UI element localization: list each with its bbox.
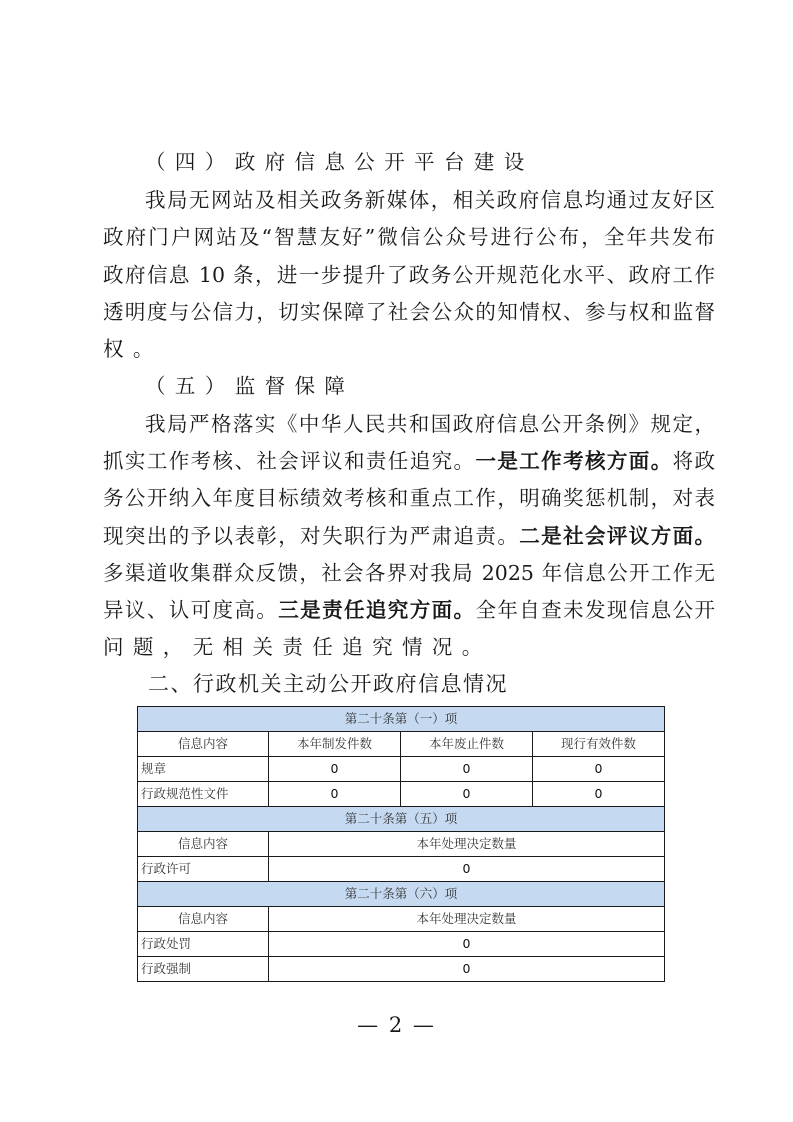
section-4-paragraph-line: 政府门户网站及“智慧友好”微信公众号进行公布，全年共发布 xyxy=(103,225,715,249)
table-header-row xyxy=(138,907,665,932)
section-5-paragraph-line xyxy=(103,595,715,625)
text-run: 抓实工作考核、社会评议和责任追究。 xyxy=(103,449,476,473)
row-label: 行政处罚 xyxy=(138,932,269,957)
column-header: 本年处理决定数量 xyxy=(269,907,665,932)
cell-value: 0 xyxy=(533,782,665,807)
cell-value: 0 xyxy=(269,757,401,782)
text-run: 全年自查未发现信息公开 xyxy=(475,598,716,622)
column-header: 信息内容 xyxy=(138,832,269,857)
cell-value: 0 xyxy=(269,932,665,957)
cell-value: 0 xyxy=(401,782,533,807)
column-header: 本年废止件数 xyxy=(401,732,533,757)
row-label: 行政强制 xyxy=(138,957,269,982)
text-run: 异议、认可度高。 xyxy=(103,598,279,622)
band-title: 第二十条第（一）项 xyxy=(138,707,665,732)
table-row xyxy=(138,757,665,782)
row-label: 行政许可 xyxy=(138,857,269,882)
section-5-paragraph-line: 我局严格落实《中华人民共和国政府信息公开条例》规定， xyxy=(145,412,715,436)
section-5-paragraph-line xyxy=(103,446,715,476)
band-title: 第二十条第（六）项 xyxy=(138,882,665,907)
row-label: 行政规范性文件 xyxy=(138,782,269,807)
section-5-paragraph-line: 多渠道收集群众反馈，社会各界对我局 2025 年信息公开工作无 xyxy=(103,561,715,585)
bold-emphasis: 三是责任追究方面。 xyxy=(278,598,476,622)
column-header: 信息内容 xyxy=(138,907,269,932)
text-run: 现突出的予以表彰，对失职行为严肃追责。 xyxy=(103,524,520,548)
band-title: 第二十条第（五）项 xyxy=(138,807,665,832)
section-4-paragraph-line: 政府信息 10 条，进一步提升了政务公开规范化水平、政府工作 xyxy=(103,263,715,287)
section-5-heading: （五）监督保障 xyxy=(145,374,355,398)
section-5-paragraph-line: 问题，无相关责任追究情况。 xyxy=(103,635,492,659)
table-header-row xyxy=(138,732,665,757)
cell-value: 0 xyxy=(533,757,665,782)
cell-value: 0 xyxy=(269,857,665,882)
page-number: — 2 — xyxy=(357,1013,436,1037)
section-4-paragraph-line: 权。 xyxy=(103,337,163,361)
table-row xyxy=(138,857,665,882)
table-band-row xyxy=(138,807,665,832)
cell-value: 0 xyxy=(401,757,533,782)
column-header: 本年处理决定数量 xyxy=(269,832,665,857)
section-2-title: 二、行政机关主动公开政府信息情况 xyxy=(148,672,508,696)
text-run: 将政 xyxy=(672,449,716,473)
table-band-row xyxy=(138,882,665,907)
row-label: 规章 xyxy=(138,757,269,782)
cell-value: 0 xyxy=(269,782,401,807)
section-5-paragraph-line: 务公开纳入年度目标绩效考核和重点工作，明确奖惩机制，对表 xyxy=(103,486,715,510)
column-header: 本年制发件数 xyxy=(269,732,401,757)
section-4-paragraph-line: 我局无网站及相关政务新媒体，相关政府信息均通过友好区 xyxy=(145,188,715,212)
disclosure-table xyxy=(137,706,665,982)
section-4-heading: （四）政府信息公开平台建设 xyxy=(145,150,534,174)
column-header: 现行有效件数 xyxy=(533,732,665,757)
section-5-paragraph-line xyxy=(103,521,715,551)
table-row xyxy=(138,957,665,982)
section-4-paragraph-line: 透明度与公信力，切实保障了社会公众的知情权、参与权和监督 xyxy=(103,300,715,324)
bold-emphasis: 一是工作考核方面。 xyxy=(475,449,673,473)
table-header-row xyxy=(138,832,665,857)
bold-emphasis: 二是社会评议方面。 xyxy=(519,524,716,548)
table-band-row xyxy=(138,707,665,732)
column-header: 信息内容 xyxy=(138,732,269,757)
table-row xyxy=(138,932,665,957)
table-row xyxy=(138,782,665,807)
cell-value: 0 xyxy=(269,957,665,982)
